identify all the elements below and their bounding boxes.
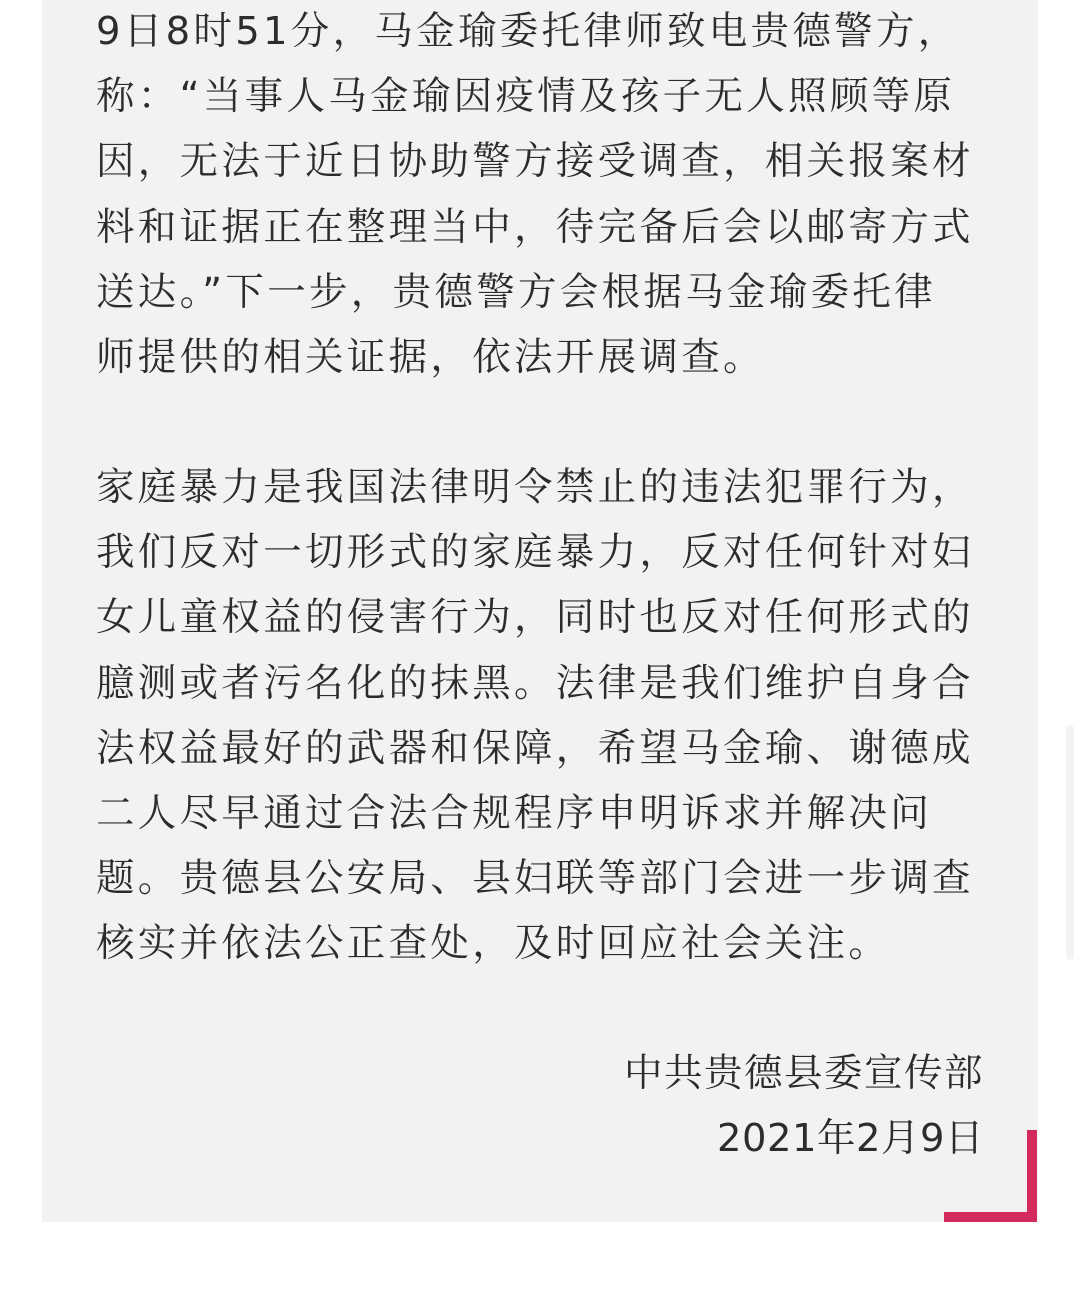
paragraph-line: 题。贵德县公安局、县妇联等部门会进一步调查 (96, 856, 974, 902)
paragraph-line: 称：“当事人马金瑜因疫情及孩子无人照顾等原 (96, 74, 956, 120)
paragraph-line: 因，无法于近日协助警方接受调查，相关报案材 (96, 139, 974, 185)
paragraph-line: 女儿童权益的侵害行为，同时也反对任何形式的 (96, 595, 974, 641)
paragraph-line: 臆测或者污名化的抹黑。法律是我们维护自身合 (96, 660, 974, 706)
paragraph-line: 料和证据正在整理当中，待完备后会以邮寄方式 (96, 204, 974, 250)
corner-accent-vertical (1027, 1130, 1037, 1222)
scrollbar-track[interactable] (1066, 725, 1074, 960)
paragraph-line: 法权益最好的武器和保障，希望马金瑜、谢德成 (96, 725, 974, 771)
signature-date: 2021年2月9日 (717, 1116, 984, 1161)
paragraph-line: 二人尽早通过合法合规程序申明诉求并解决问 (96, 791, 933, 837)
paragraph-line: 9日8时51分，马金瑜委托律师致电贵德警方， (96, 9, 960, 54)
paragraph-line: 送达。”下一步，贵德警方会根据马金瑜委托律 (96, 269, 936, 315)
article-paragraph-2 (96, 455, 986, 977)
corner-accent-horizontal (944, 1212, 1037, 1222)
paragraph-line: 师提供的相关证据，依法开展调查。 (96, 335, 765, 381)
paragraph-line: 我们反对一切形式的家庭暴力，反对任何针对妇 (96, 530, 974, 576)
article-paragraph-1 (96, 0, 986, 390)
paragraph-line: 核实并依法公正查处，及时回应社会关注。 (96, 921, 891, 967)
paragraph-line: 家庭暴力是我国法律明令禁止的违法犯罪行为， (96, 465, 974, 510)
signature-organization: 中共贵德县委宣传部 (623, 1051, 984, 1096)
